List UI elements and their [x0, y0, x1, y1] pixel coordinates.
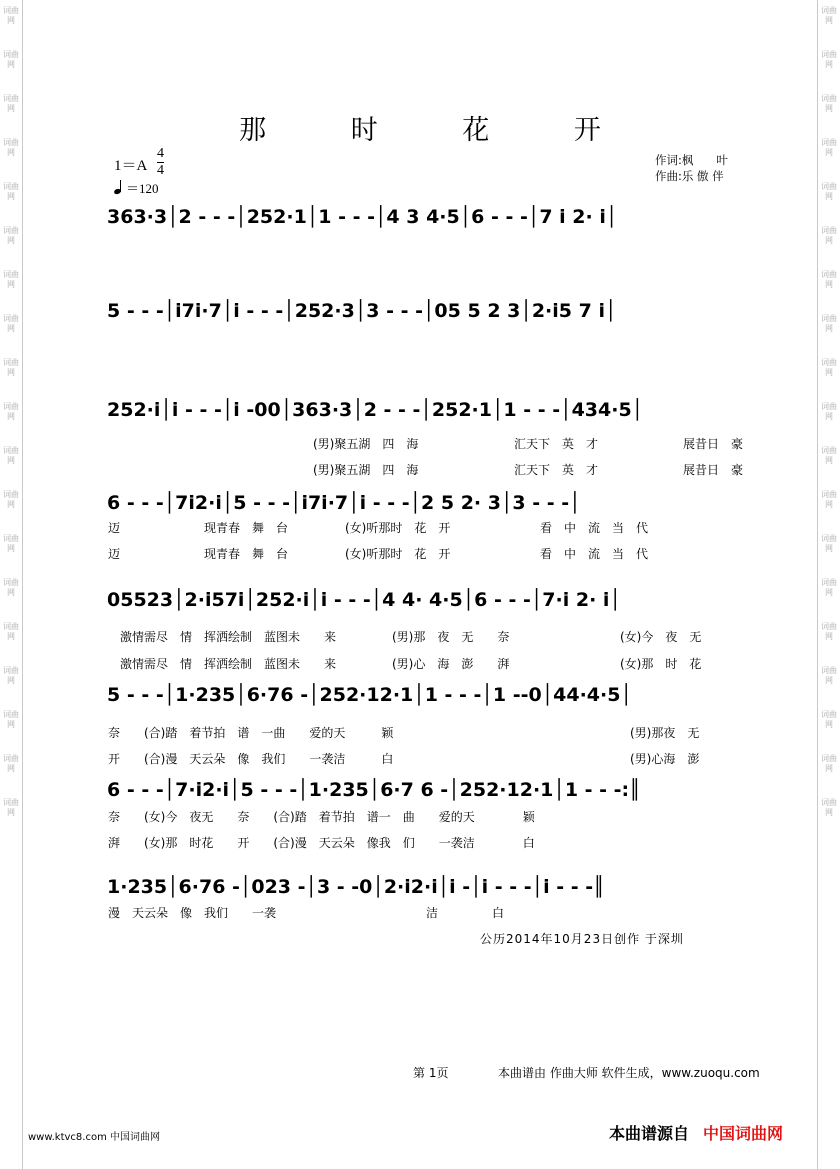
watermark-text: 词曲网 [3, 6, 19, 25]
watermark-text: 词曲网 [3, 710, 19, 729]
watermark-text: 词曲网 [821, 50, 837, 69]
lyric: (女)那 时 花 [620, 657, 702, 671]
lyricist: 作词:枫 叶 [655, 153, 728, 167]
lyric: (女)今 夜 无 [620, 630, 702, 644]
watermark-text: 词曲网 [3, 226, 19, 245]
lyric: 激情需尽 情 挥洒绘制 蓝图未 来 [120, 657, 337, 671]
lyric: 迈 [108, 547, 121, 561]
lyric: 洁 [426, 906, 439, 920]
watermark-text: 词曲网 [3, 578, 19, 597]
tempo-marking [114, 178, 159, 197]
lyric: (男)那夜 无 [630, 726, 700, 740]
watermark-text: 词曲网 [821, 710, 837, 729]
watermark-text: 词曲网 [821, 182, 837, 201]
watermark-strip-right [817, 0, 840, 1169]
score-line-7: 6 - - -│7·i2·i│5 - - -│1·235│6·7 6 -│252·12·1│1 - - -:║ [107, 779, 641, 801]
watermark-text: 词曲网 [821, 578, 837, 597]
watermark-text: 词曲网 [3, 402, 19, 421]
composition-date: 公历2014年10月23日创作 于深圳 [480, 932, 684, 946]
watermark-text: 词曲网 [821, 798, 837, 817]
score-line-1: 363·3│2 - - -│252·1│1 - - -│4 3 4·5│6 - - -│7 i 2· i│ [107, 206, 618, 228]
watermark-text: 词曲网 [821, 754, 837, 773]
lyric: 汇天下 英 才 [514, 463, 599, 477]
lyric: 开 (合)漫 天云朵 像 我们 一袭洁 白 [108, 752, 394, 766]
time-signature [157, 146, 164, 179]
lyric: (女)听那时 花 开 [345, 521, 451, 535]
lyric: 激情需尽 情 挥洒绘制 蓝图未 来 [120, 630, 337, 644]
watermark-text: 词曲网 [821, 622, 837, 641]
generator-note: 本曲谱由 作曲大师 软件生成，www.zuoqu.com [498, 1066, 760, 1080]
lyric: (女)听那时 花 开 [345, 547, 451, 561]
watermark-text: 词曲网 [3, 446, 19, 465]
lyric: 看 中 流 当 代 [540, 547, 649, 561]
watermark-text: 词曲网 [821, 402, 837, 421]
time-signature-bottom: 4 [157, 163, 164, 178]
lyric: 展昔日 豪 [683, 437, 744, 451]
page-number: 第 1页 [413, 1066, 449, 1080]
time-signature-top: 4 [157, 146, 164, 161]
tempo-value: ＝120 [126, 181, 159, 196]
watermark-text: 词曲网 [821, 534, 837, 553]
lyric: 白 [492, 906, 505, 920]
lyric: (男)那 夜 无 奈 [392, 630, 510, 644]
credits [655, 152, 728, 184]
lyric: 奈 (合)踏 着节拍 谱 一曲 爱的天 颖 [108, 726, 394, 740]
score-line-3: 252·i│i - - -│i -00│363·3│2 - - -│252·1│1 - - -│434·5│ [107, 399, 644, 421]
watermark-text: 词曲网 [3, 94, 19, 113]
composer: 作曲:乐 傲 伴 [655, 169, 724, 183]
lyric: 汇天下 英 才 [514, 437, 599, 451]
watermark-text: 词曲网 [3, 534, 19, 553]
source-brand[interactable]: 中国词曲网 [703, 1124, 784, 1143]
score-line-4: 6 - - -│7i2·i│5 - - -│i7i·7│i - - -│2 5 2· 3│3 - - -│ [107, 492, 581, 514]
lyric: 现青春 舞 台 [204, 521, 289, 535]
lyric: 展昔日 豪 [683, 463, 744, 477]
watermark-text: 词曲网 [821, 138, 837, 157]
watermark-text: 词曲网 [821, 490, 837, 509]
watermark-text: 词曲网 [3, 182, 19, 201]
lyric: (男)聚五湖 四 海 [313, 437, 419, 451]
watermark-text: 词曲网 [3, 666, 19, 685]
watermark-text: 词曲网 [821, 226, 837, 245]
score-line-5: 05523│2·i57i│252·i│i - - -│4 4· 4·5│6 - - -│7·i 2· i│ [107, 589, 621, 611]
watermark-text: 词曲网 [3, 490, 19, 509]
watermark-text: 词曲网 [3, 314, 19, 333]
watermark-text: 词曲网 [821, 314, 837, 333]
watermark-text: 词曲网 [821, 6, 837, 25]
key-signature: 1＝A [114, 158, 148, 174]
watermark-text: 词曲网 [3, 754, 19, 773]
lyric: (男)心 海 澎 湃 [392, 657, 510, 671]
watermark-text: 词曲网 [3, 622, 19, 641]
watermark-text: 词曲网 [821, 94, 837, 113]
lyric: 漫 天云朵 像 我们 一袭 [108, 906, 277, 920]
lyric: 迈 [108, 521, 121, 535]
watermark-text: 词曲网 [3, 50, 19, 69]
lyric: 湃 (女)那 时花 开 (合)漫 天云朵 像我 们 一袭洁 白 [108, 836, 535, 850]
song-title: 那 时 花 开 [239, 115, 639, 146]
source-label: 本曲谱源自 [609, 1124, 690, 1143]
watermark-text: 词曲网 [3, 798, 19, 817]
site-link[interactable]: www.ktvc8.com 中国词曲网 [28, 1132, 161, 1143]
score-line-6: 5 - - -│1·235│6·76 -│252·12·1│1 - - -│1 --0│44·4·5│ [107, 684, 632, 706]
lyric: (男)心海 澎 [630, 752, 700, 766]
lyric: 看 中 流 当 代 [540, 521, 649, 535]
watermark-text: 词曲网 [821, 358, 837, 377]
watermark-text: 词曲网 [3, 138, 19, 157]
watermark-text: 词曲网 [3, 270, 19, 289]
watermark-text: 词曲网 [821, 666, 837, 685]
watermark-text: 词曲网 [821, 270, 837, 289]
lyric: 奈 (女)今 夜无 奈 (合)踏 着节拍 谱一 曲 爱的天 颖 [108, 810, 535, 824]
lyric: 现青春 舞 台 [204, 547, 289, 561]
score-line-8: 1·235│6·76 -│023 -│3 - -0│2·i2·i│i -│i - - -│i - - -║ [107, 876, 605, 898]
watermark-text: 词曲网 [3, 358, 19, 377]
watermark-strip-left [0, 0, 23, 1169]
lyric: (男)聚五湖 四 海 [313, 463, 419, 477]
watermark-text: 词曲网 [821, 446, 837, 465]
quarter-note-icon [114, 181, 124, 194]
score-line-2: 5 - - -│i7i·7│i - - -│252·3│3 - - -│05 5 2 3│2·i5 7 i│ [107, 300, 617, 322]
source-credit [609, 1121, 783, 1144]
